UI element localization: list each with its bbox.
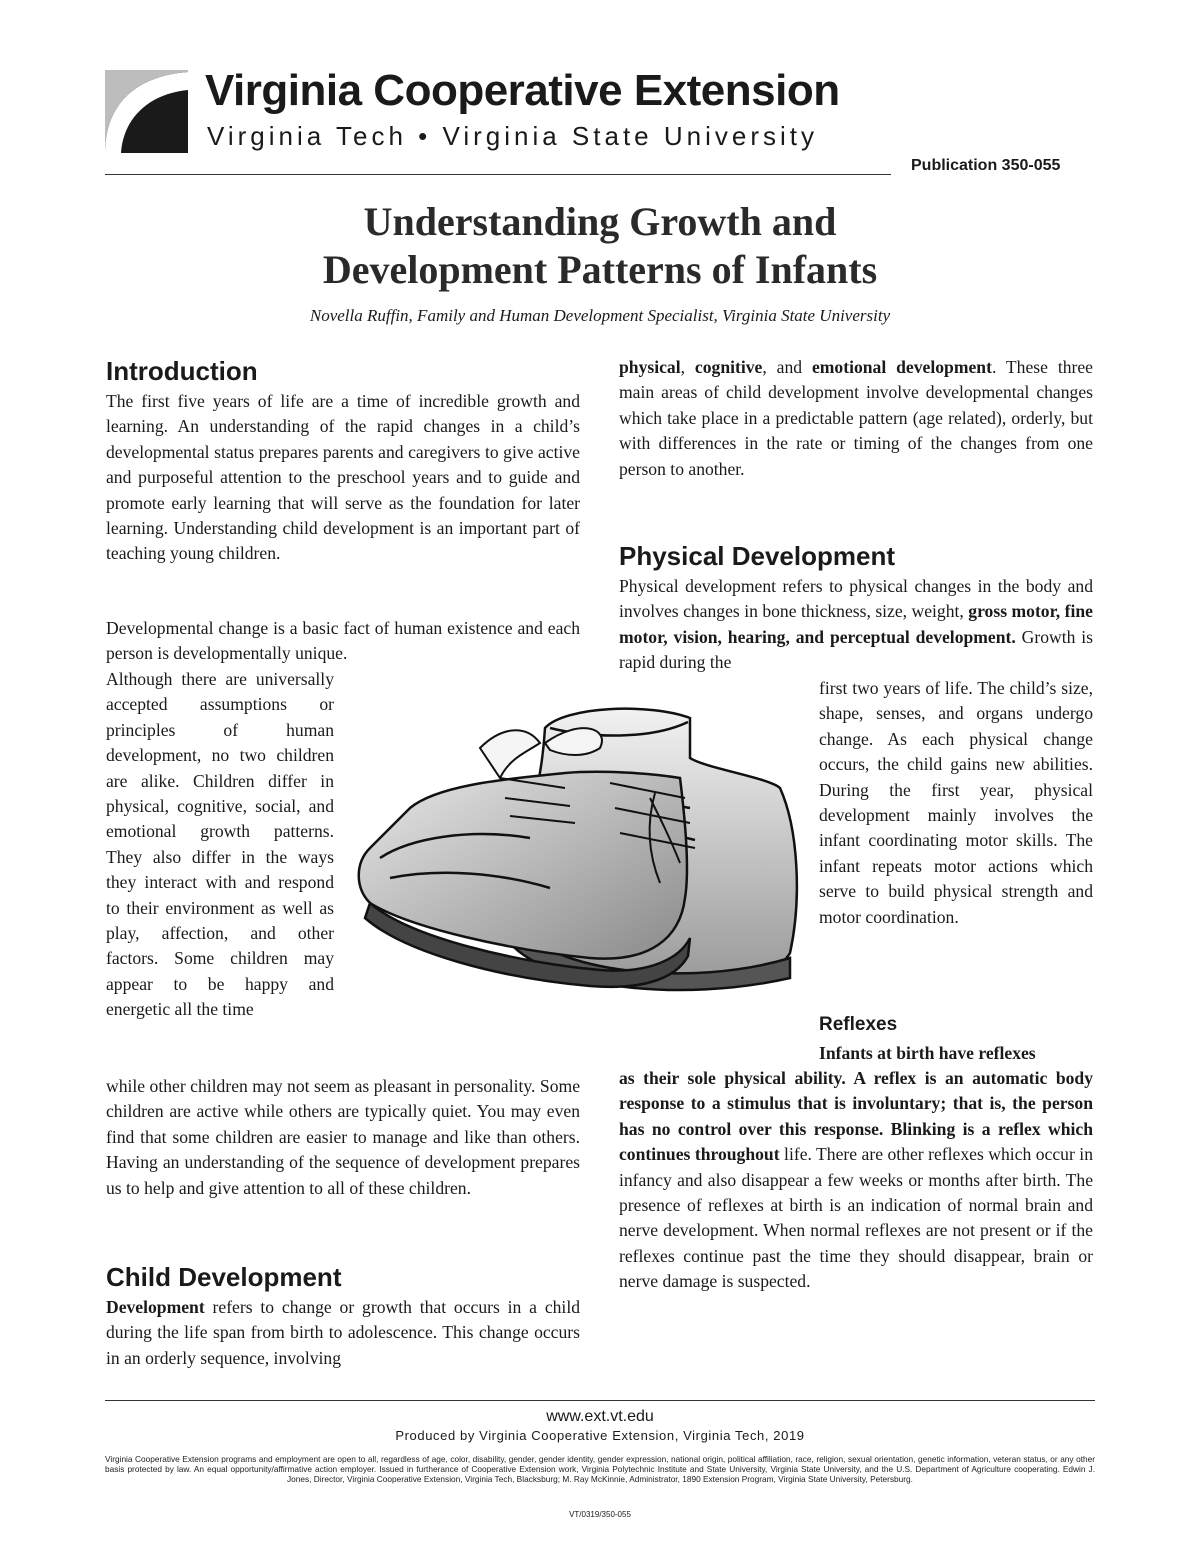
- term-physical: physical: [619, 357, 681, 377]
- development-text: refers to change or growth that occurs in a child during the life span from birth to adolescence. This change occurs in an orderly sequence, involving: [106, 1297, 580, 1368]
- baby-shoes-illustration: [350, 688, 810, 1038]
- development-term: Development: [106, 1297, 205, 1317]
- areas-text: . These three main areas of child development involve developmental changes which take place in a predictable pattern (age related), orderly, but with differences in the rate or timing of the changes from one person to another.: [619, 357, 1093, 479]
- reflexes-text: life. There are other reflexes which occur in infancy and also disappear a few weeks or months after birth. The presence of reflexes at birth is an indication of normal brain and nerve development. When normal reflexes are not present or if the reflexes continue past the time they should disappear, brain or nerve damage is suspected.: [619, 1144, 1093, 1292]
- byline: Novella Ruffin, Family and Human Development Specialist, Virginia State University: [309, 306, 891, 325]
- page-title: [0, 198, 1200, 294]
- intro-paragraph-2-full: Developmental change is a basic fact of human existence and each person is developmentally unique.: [106, 618, 580, 664]
- physical-development-heading: Physical Development: [619, 541, 895, 571]
- sep-1: ,: [680, 357, 695, 377]
- reflexes-first-line: Infants at birth have reflexes: [819, 1043, 1036, 1063]
- reflexes-heading: Reflexes: [819, 1014, 898, 1035]
- introduction-heading: Introduction: [106, 356, 258, 386]
- intro-paragraph-2-rest: while other children may not seem as pleasant in personality. Some children are active while others are typically quiet. You may even find that some children are easier to manage and like than others. Having an understanding of the sequence of development prepares us to help and give attention to all of these children.: [106, 1076, 580, 1198]
- sep-2: , and: [762, 357, 812, 377]
- intro-paragraph-1: The first five years of life are a time of incredible growth and learning. An understanding of the rapid changes in a child’s developmental status prepares parents and caregivers to give active and purposeful attention to the preschool years and to guide and promote early learning that will serve as the foundation for later learning. Understanding child development is an important part of teaching young children.: [106, 391, 580, 564]
- title-line-1: Understanding Growth and: [363, 199, 837, 244]
- term-emotional: emotional development: [811, 357, 992, 377]
- header-rule: [105, 174, 891, 175]
- intro-paragraph-2-wrap: Although there are universally accepted assumptions or principles of human development, no two children are alike. Children differ in physical, cognitive, social, and emotional growth patterns. They also differ in the ways they interact with and respond to their environment as well as play, affection, and other factors. Some children may appear to be happy and energetic all the time: [106, 669, 334, 1020]
- org-subtitle: Virginia Tech • Virginia State University: [207, 121, 818, 151]
- physical-bold-terms: gross motor, fine motor, vision, hearing, and perceptual development.: [619, 601, 1093, 647]
- vce-logo-icon: [105, 70, 188, 153]
- footer-produced-by: Produced by Virginia Cooperative Extension, Virginia Tech, 2019: [395, 1428, 805, 1443]
- child-development-paragraph: [106, 1295, 580, 1371]
- physical-development-wrap: first two years of life. The child’s size, shape, senses, and organs undergo change. As each physical change occurs, the child gains new abilities. During the first year, physical development mainly involves the infant coordinating motor skills. The infant repeats motor actions which serve to build physical strength and motor coordination.: [819, 678, 1093, 927]
- physical-development-paragraph: [619, 574, 1093, 676]
- child-development-heading: Child Development: [106, 1262, 342, 1292]
- term-cognitive: cognitive: [694, 357, 763, 377]
- reflex-definition: as their sole physical ability. A reflex is an automatic body response to a stimulus that is involuntary; that is, the person has no control over this response. Blinking is a reflex which continues throughout: [619, 1068, 1093, 1165]
- footer-url[interactable]: www.ext.vt.edu: [546, 1408, 654, 1425]
- footer-rule: [105, 1400, 1095, 1401]
- publication-code: VT/0319/350-055: [569, 1510, 631, 1519]
- physical-lead: Physical development refers to physical changes in the body and involves changes in bone thickness, size, weight,: [619, 576, 1093, 622]
- footer-legal-notice: Virginia Cooperative Extension programs and employment are open to all, regardless of age, color, disability, gender, gender identity, gender expression, national origin, political affiliation, race, religion, sexual orientation, genetic information, veteran status, or any other basis protected by law. An equal opportunity/affirmative action employer. Issued in furtherance of Cooperative Extension work, Virginia Polytechnic Institute and State University, Virginia State University, and the U.S. Department of Agriculture cooperating. Edwin J. Jones, Director, Virginia Cooperative Extension, Virginia Tech, Blacksburg; M. Ray McKinnie, Administrator, 1890 Extension Program, Virginia State University, Petersburg.: [105, 1454, 1095, 1484]
- reflexes-paragraph: [619, 1066, 1093, 1295]
- publication-number: Publication 350-055: [911, 157, 1061, 174]
- org-name: Virginia Cooperative Extension: [205, 66, 840, 115]
- title-line-2: Development Patterns of Infants: [322, 247, 878, 292]
- development-areas-paragraph: [619, 355, 1093, 482]
- physical-tail: Growth is rapid during the: [619, 626, 1093, 673]
